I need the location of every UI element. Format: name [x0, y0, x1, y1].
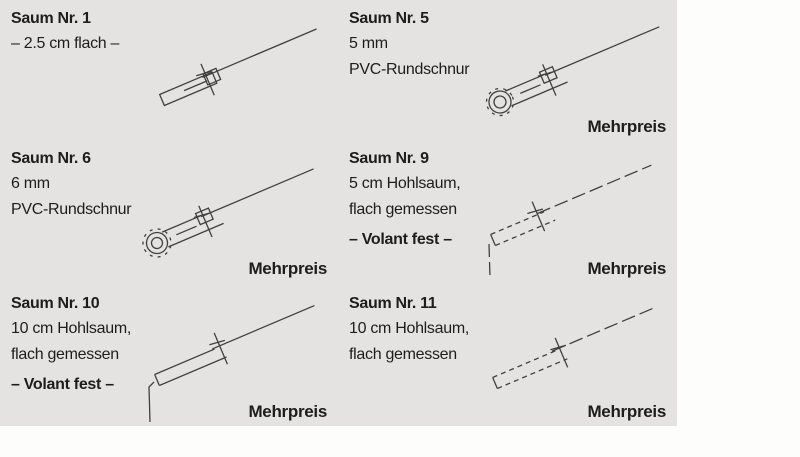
fabric-line — [212, 306, 314, 349]
saum-description-line: flach gemessen — [11, 346, 119, 363]
fabric-line — [545, 27, 659, 75]
saum-title: Saum Nr. 10 — [11, 295, 100, 312]
saum-panel-6 — [0, 140, 338, 285]
saum-description-line: flach gemessen — [349, 346, 457, 363]
inner-edge-line — [520, 85, 540, 94]
saum-panel-5 — [338, 0, 677, 140]
volant-line — [489, 244, 490, 278]
fabric-line — [201, 169, 313, 217]
mehrpreis-label: Mehrpreis — [587, 402, 666, 421]
hollow-hem-bottom — [497, 359, 567, 389]
saum-panel-1 — [0, 0, 338, 140]
saum-title: Saum Nr. 9 — [349, 150, 429, 167]
fabric-line — [537, 165, 651, 213]
saum-title: Saum Nr. 6 — [11, 150, 91, 167]
saum-description-line: 5 mm — [349, 35, 388, 52]
saum-panel-11 — [338, 285, 677, 426]
saum-description-line: PVC-Rundschnur — [11, 201, 132, 218]
stitch-line — [201, 64, 214, 95]
saum-description-line: flach gemessen — [349, 201, 457, 218]
cord-ring — [486, 88, 515, 117]
hem-top-line — [162, 215, 202, 232]
volant-note: – Volant fest – — [349, 231, 452, 248]
saum-title: Saum Nr. 11 — [349, 295, 437, 312]
cord-core — [150, 236, 164, 250]
fabric-line — [552, 307, 655, 351]
saum-title: Saum Nr. 1 — [11, 10, 91, 27]
hollow-hem-cap — [491, 234, 496, 245]
inner-edge-line — [176, 226, 196, 235]
saum-panel-10 — [0, 285, 338, 426]
mehrpreis-label: Mehrpreis — [587, 259, 666, 278]
mehrpreis-label: Mehrpreis — [248, 402, 327, 421]
hollow-hem-bottom — [495, 220, 555, 245]
hollow-hem-bottom — [159, 357, 226, 386]
volant-line — [149, 382, 154, 422]
fabric-line — [202, 29, 316, 77]
cord-size-dashes — [139, 225, 176, 262]
saum-title: Saum Nr. 5 — [349, 10, 429, 27]
saum-description-line: 6 mm — [11, 175, 50, 192]
saum-description-line: 10 cm Hohlsaum, — [11, 320, 131, 337]
cord-size-dashes — [482, 84, 517, 119]
saum-description-line: 10 cm Hohlsaum, — [349, 320, 469, 337]
hollow-hem-top — [155, 349, 215, 374]
saum-description-line: – 2.5 cm flach – — [11, 35, 120, 52]
saum-description-line: PVC-Rundschnur — [349, 61, 470, 78]
cord-core — [492, 94, 508, 110]
saum-panel-9 — [338, 140, 677, 285]
hollow-hem-cap — [155, 374, 160, 385]
hollow-hem-top — [491, 212, 544, 235]
volant-note: – Volant fest – — [11, 376, 114, 393]
mehrpreis-label: Mehrpreis — [248, 259, 327, 278]
hem-top-line — [505, 74, 546, 92]
mehrpreis-label: Mehrpreis — [587, 117, 666, 136]
hollow-hem-top — [493, 351, 557, 378]
saum-description-line: 5 cm Hohlsaum, — [349, 175, 461, 192]
hollow-hem-cap — [493, 377, 498, 388]
